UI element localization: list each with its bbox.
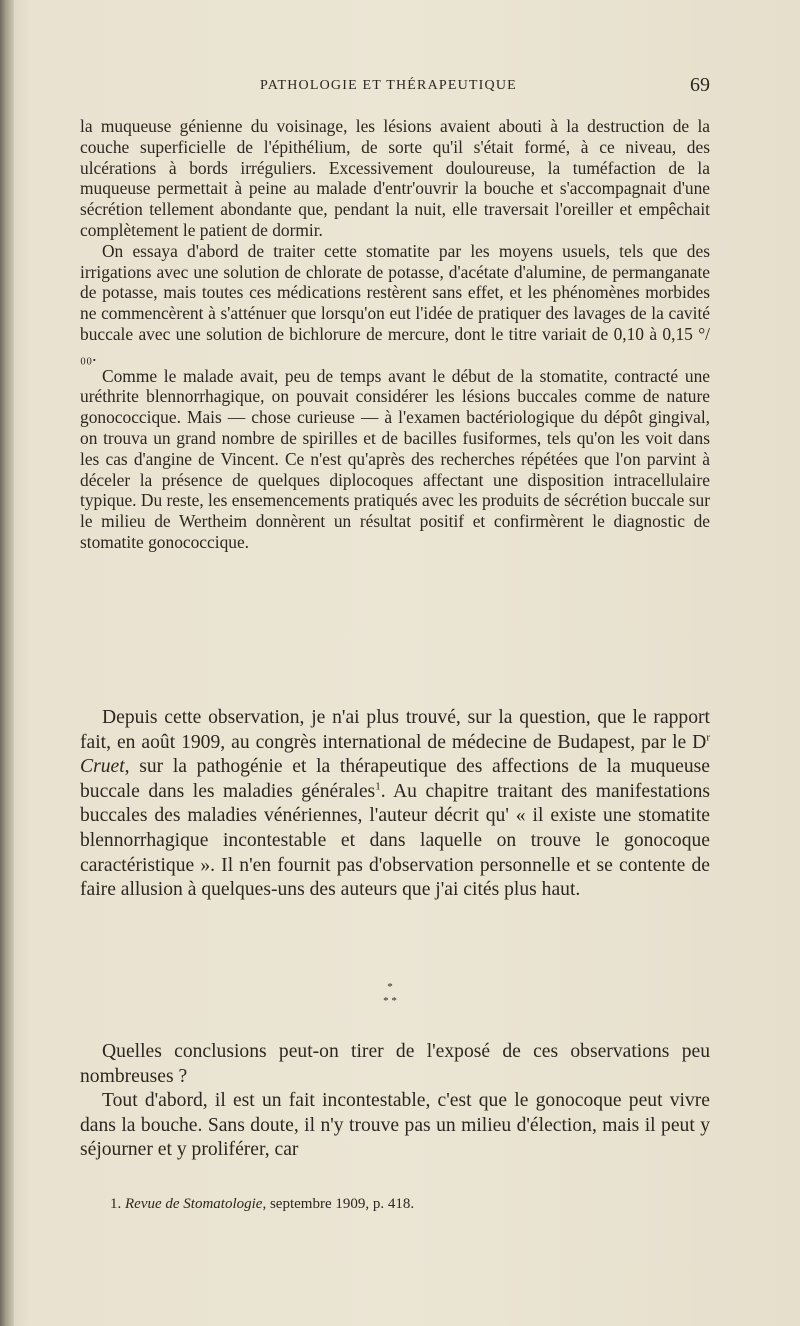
running-title: PATHOLOGIE ET THÉRAPEUTIQUE — [260, 78, 517, 93]
separator-star-top: * — [387, 981, 393, 993]
footnote-journal: Revue de Stomatologie — [125, 1196, 263, 1212]
paragraph-6: Tout d'abord, il est un fait incontestable, c'est que le gonocoque peut vivre dans la bouche. Sans doute, il n'y trouve pas un milieu d'élection, mais il peut y séjourner et y proliférer, car — [80, 1090, 710, 1161]
section-separator — [370, 980, 410, 1016]
paragraph-4-text-a: Depuis cette observation, je n'ai plus trouvé, sur la question, que le rapport fait, en août 1909, au congrès international de médecine de Budapest, par le D — [80, 707, 710, 753]
paragraph-1: la muqueuse génienne du voisinage, les lésions avaient abouti à la destruction de la couche superficielle de l'épithélium, de sorte qu'il s'était formé, à ce niveau, des ulcérations à bords irréguliers. Excessivement douloureuse, la tuméfaction de la muqueuse permettait à peine au malade d'entr'ouvrir la bouche et s'accompagnait d'une sécrétion tellement abondante que, pendant la nuit, elle traversait l'oreiller et empêchait complètement le patient de dormir. — [80, 116, 710, 240]
main-print-section — [80, 706, 710, 903]
page-spine — [0, 0, 14, 1326]
page-header — [80, 74, 710, 100]
paragraph-4 — [80, 706, 710, 903]
paragraph-5: Quelles conclusions peut-on tirer de l'exposé de ces observations peu nombreuses ? — [80, 1041, 710, 1087]
footnote-details: , septembre 1909, p. 418. — [262, 1196, 415, 1212]
paragraph-4-text-b: , sur la pathogénie et la thérapeutique des affections de la muqueuse buccale dans les maladies générales — [80, 756, 710, 802]
footnote-number: 1. — [110, 1196, 122, 1212]
paragraph-3: Comme le malade avait, peu de temps avant le début de la stomatite, contracté une uréthrite blennorrhagique, on pouvait considérer les lésions buccales comme de nature gonococcique. Mais — chose curieuse — à l'examen bactériologique du dépôt gingival, on trouva un grand nombre de spirilles et de bacilles fusiformes, tels qu'on les voit dans les cas d'angine de Vincent. Ce n'est qu'après des recherches répétées que l'on parvint à déceler la présence de quelques diplocoques affectant une disposition intracellulaire typique. Du reste, les ensemencements pratiqués avec les produits de sécrétion buccale sur le milieu de Wertheim donnèrent un résultat positif et confirmèrent le diagnostic de stomatite gonococcique. — [80, 365, 710, 552]
footnote-reference[interactable]: 1 — [375, 780, 381, 793]
author-name: Cruet — [80, 756, 125, 778]
small-print-section — [80, 116, 710, 553]
separator-stars-bottom: * * — [383, 995, 397, 1007]
page-number: 69 — [690, 74, 710, 96]
footnote — [110, 1196, 670, 1213]
doctor-abbrev-sup: r — [706, 731, 710, 744]
paragraph-4-text-c: . Au chapitre traitant des manifestations buccales des maladies vénériennes, l'auteur décrit qu' « il existe une stomatite blennorrhagique incontestable et dans laquelle on trouve le gonocoque caractéristique ». Il n'en fournit pas d'observation personnelle et se contente de faire allusion à quelques-uns des auteurs que j'ai cités plus haut. — [80, 780, 711, 901]
conclusion-section — [80, 1040, 710, 1163]
paragraph-2: On essaya d'abord de traiter cette stomatite par les moyens usuels, tels que des irrigations avec une solution de chlorate de potasse, d'acétate d'alumine, de permanganate de potasse, mais toutes ces médications restèrent sans effet, et les phénomènes morbides ne commencèrent à s'atténuer que lorsqu'on eut l'idée de pratiquer des lavages de la cavité buccale avec une solution de bichlorure de mercure, dont le titre variait de 0,10 à 0,15 °/₀₀. — [80, 240, 710, 365]
